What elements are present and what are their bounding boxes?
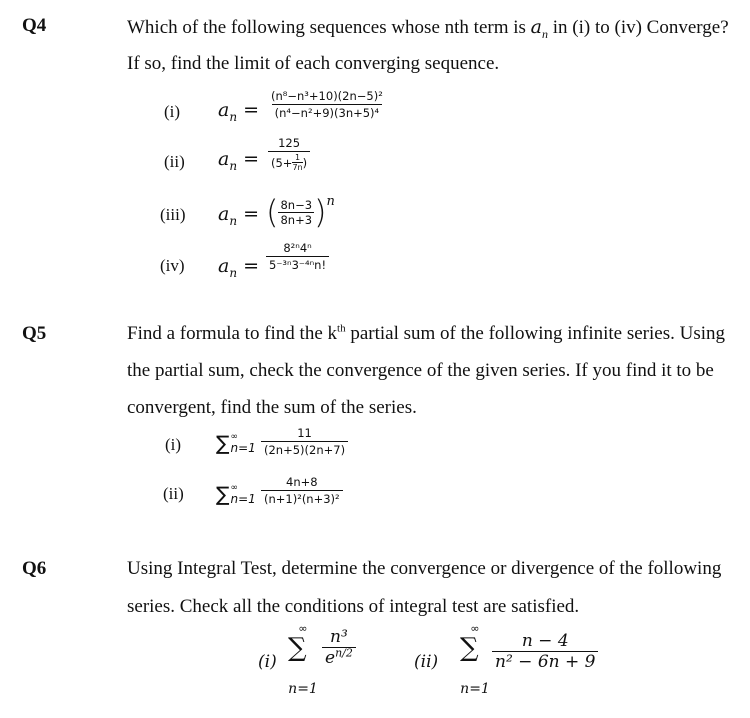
q4-item-lhs: $a_n$ = bbox=[218, 255, 260, 280]
q5-item-sum: ∑ ∞ n=1 bbox=[216, 431, 256, 455]
fraction-numerator: 8²ⁿ4ⁿ bbox=[283, 241, 312, 255]
fraction-numerator: 125 bbox=[278, 136, 301, 150]
q4-item-label: (iv) bbox=[160, 256, 185, 275]
q6-item-fraction bbox=[492, 631, 598, 672]
q4-item-fraction bbox=[266, 241, 329, 272]
fraction-numerator: n³ bbox=[330, 627, 348, 647]
sum-upper: ∞ bbox=[470, 622, 480, 635]
sigma-icon: ∑ bbox=[216, 482, 230, 506]
sum-lower: n=1 bbox=[288, 681, 318, 697]
fraction-denominator: (n⁴−n²+9)(3n+5)⁴ bbox=[272, 104, 383, 120]
sigma-icon: ∑ bbox=[288, 633, 307, 663]
fraction-numerator: 8n−3 bbox=[280, 197, 313, 212]
q6-item-fraction bbox=[322, 627, 356, 668]
fraction-denominator: n² − 6n + 9 bbox=[492, 651, 598, 672]
fraction-numerator: n − 4 bbox=[521, 631, 569, 651]
q4-item-fraction bbox=[268, 136, 310, 172]
q6-item-label: (i) bbox=[258, 652, 277, 672]
q4-item-lhs: $a_n$ = bbox=[218, 148, 260, 173]
q4-item-fraction bbox=[268, 89, 386, 120]
q5-item-label: (i) bbox=[165, 435, 182, 454]
q4-statement: Which of the following sequences whose nth term is $a_n$ in (i) to (iv) Converge? If so, find the limit of each converging sequence. bbox=[127, 16, 729, 74]
q4-item-lhs: $a_n$ = bbox=[218, 99, 260, 124]
fraction-denominator: 8n+3 bbox=[280, 212, 313, 227]
fraction-denominator: (n+1)²(n+3)² bbox=[261, 490, 343, 506]
fraction-denominator: $e^{n/2}$ bbox=[322, 647, 356, 668]
q4-item-power: ( $\frac{8n-3}{8n+3}$ ) n bbox=[266, 193, 335, 231]
fraction-denominator: (2n+5)(2n+7) bbox=[261, 441, 348, 457]
sum-lower: n=1 bbox=[460, 681, 490, 697]
q5-item-label: (ii) bbox=[163, 484, 184, 503]
q5-item-sum: ∑ ∞ n=1 bbox=[216, 482, 256, 506]
q6-number: Q6 bbox=[22, 558, 47, 579]
q4-item-label: (iii) bbox=[160, 205, 186, 224]
sigma-icon: ∑ bbox=[460, 633, 479, 663]
q6-item-label: (ii) bbox=[414, 652, 439, 672]
q4-item-label: (ii) bbox=[164, 152, 185, 171]
q5-item-fraction bbox=[261, 426, 348, 457]
fraction-denominator: (5+ $\frac{1}{7n}$ ) bbox=[268, 151, 310, 172]
exponent: n bbox=[326, 194, 335, 209]
q4-number: Q4 bbox=[22, 15, 47, 36]
fraction-numerator: 11 bbox=[297, 426, 312, 440]
sum-upper: ∞ bbox=[298, 622, 308, 635]
fraction-numerator: (n⁸−n³+10)(2n−5)² bbox=[271, 89, 383, 103]
fraction-numerator: 4n+8 bbox=[286, 475, 318, 489]
q6-statement: Using Integral Test, determine the convergence or divergence of the following series. Check all the conditions of integral test are satisfied. bbox=[127, 558, 722, 617]
q4-item-lhs: $a_n$ = bbox=[218, 203, 260, 228]
q5-statement: Find a formula to find the $k^{th}$ partial sum of the following infinite series. Using the partial sum, check the convergence of the given series. If you find it to be convergent, find the sum of the series. bbox=[127, 322, 725, 418]
sigma-icon: ∑ bbox=[216, 431, 230, 455]
fraction-denominator: 5⁻³ⁿ3⁻⁴ⁿn! bbox=[266, 256, 329, 272]
q5-item-fraction bbox=[261, 475, 343, 506]
q4-item-label: (i) bbox=[164, 102, 181, 121]
q5-number: Q5 bbox=[22, 323, 47, 344]
